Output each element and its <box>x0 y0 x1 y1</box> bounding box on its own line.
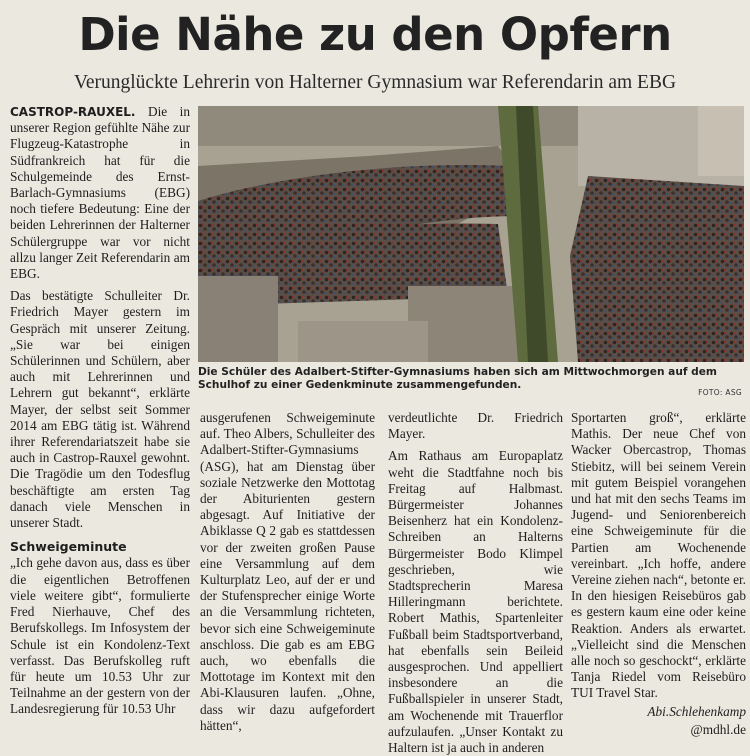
schoolyard-crowd-image <box>198 106 744 362</box>
paragraph: ausgerufenen Schweigeminute auf. Theo Albers, Schulleiter des Adalbert-Stifter-Gymnasiums (ASG), hat am Dienstag über soziale Netzwerke den Mottotag der Abiturienten gestern abgesagt. Auf Initiative der Abiklasse Q 2 gab es stattdessen vor der zweiten großen Pause eine Versammlung auf dem Kulturplatz Leo, auf der er und der Stufensprecher einige Worte an die Versammlung richteten, bevor sich eine Schweigeminute anschloss. Die gab es am EBG auch, wo ebenfalls die Mottotage im Kontext mit den Abi-Klausuren laufen. „Ohne, dass wir dazu aufgefordert hätten“, <box>200 410 375 733</box>
paragraph: verdeutlichte Dr. Friedrich Mayer. <box>388 410 563 442</box>
photo-credit: FOTO: ASG <box>698 388 742 397</box>
paragraph: Sportarten groß“, erklärte Mathis. Der neue Chef von Wacker Obercastrop, Thomas Stiebitz, will bei seinem Verein mit gutem Beispiel vorangehen und hat mit den sechs Teams im Jugend- und Seniorenbereich eine Schweigeminute für die Partien am Wochenende vereinbart. „Ich hoffe, andere Vereine ziehen nach“, betonte er. In den hiesigen Reisebüros gab es gestern kaum eine oder keine Reaktion. Anders als erwartet. „Vielleicht sind die Menschen alle noch so geschockt“, erklärte Tanja Riedel vom Reisebüro TUI Travel Star. <box>571 410 746 701</box>
article-column-1 <box>10 104 190 718</box>
article-headline: Die Nähe zu den Opfern <box>78 8 672 61</box>
article-photo <box>198 106 744 362</box>
paragraph: Am Rathaus am Europaplatz weht die Stadtfahne noch bis Freitag auf Halbmast. Bürgermeister Johannes Beisenherz hat ein Kondolenz-Schreiben an Halterns Bürgermeister Bodo Klimpel geschrieben, wie Stadtsprecherin Maresa Hilleringmann berichtete. Robert Mathis, Spartenleiter Fußball beim Stadtsportverband, hat ebenfalls sein Beileid ausgesprochen. Und appelliert insbesondere an die Fußballspieler in unserer Stadt, am Wochenende mit Trauerflor aufzulaufen. „Unser Kontakt zu Haltern ist ja auch in anderen <box>388 448 563 756</box>
paragraph: „Ich gehe davon aus, dass es über die eigentlichen Betroffenen viele weitere gibt“, formulierte Fred Nierhauve, Chef des Berufskollegs. Im Infosystem der Schule ist ein Kondolenz-Text verfasst. Das Berufskolleg ruft für heute um 10.53 Uhr zur Teilnahme an der gestern von der Landesregierung für 10.53 Uhr <box>10 555 190 717</box>
article-column-3 <box>388 410 563 756</box>
lead-text: Die in unserer Region gefühlte Nähe zur Flugzeug-Katastrophe in Südfrankreich hat für die Schulgemeinde des Ernst-Barlach-Gymnasiums (EBG) noch tiefere Bedeutung: Eine der beiden Lehrerinnen der Halterner Schülergruppe war vor nicht allzu langer Zeit Referendarin am EBG. <box>10 104 190 282</box>
section-subhead: Schweigeminute <box>10 539 127 555</box>
paragraph: Das bestätigte Schulleiter Dr. Friedrich Mayer gestern im Gespräch mit unserer Zeitung. „Sie war bei einigen Schülerinnen und Schülern, aber auch mit Lehrerinnen und Lehrern gut bekannt“, erklärte Mayer, der selbst seit Sommer 2014 am EBG tätig ist. Während ihrer Referendariatszeit habe sie auch in Castrop-Rauxel gewohnt. Die Tragödie um den Todesflug beschäftigte am ersten Tag danach viele Menschen in unserer Stadt. <box>10 288 190 531</box>
lead-paragraph <box>10 104 190 282</box>
photo-caption: Die Schüler des Adalbert-Stifter-Gymnasiums haben sich am Mittwochmorgen auf dem Schulhof zu einer Gedenkminute zusammengefunden. <box>198 366 717 391</box>
dateline: CASTROP-RAUXEL. <box>10 105 136 119</box>
author-byline: Abi.Schlehenkamp <box>647 703 746 719</box>
article-column-2 <box>200 410 375 734</box>
author-email: @mdhl.de <box>690 721 746 737</box>
article-column-4 <box>571 410 746 738</box>
article-subheadline: Verunglückte Lehrerin von Halterner Gymnasium war Referendarin am EBG <box>73 72 677 93</box>
